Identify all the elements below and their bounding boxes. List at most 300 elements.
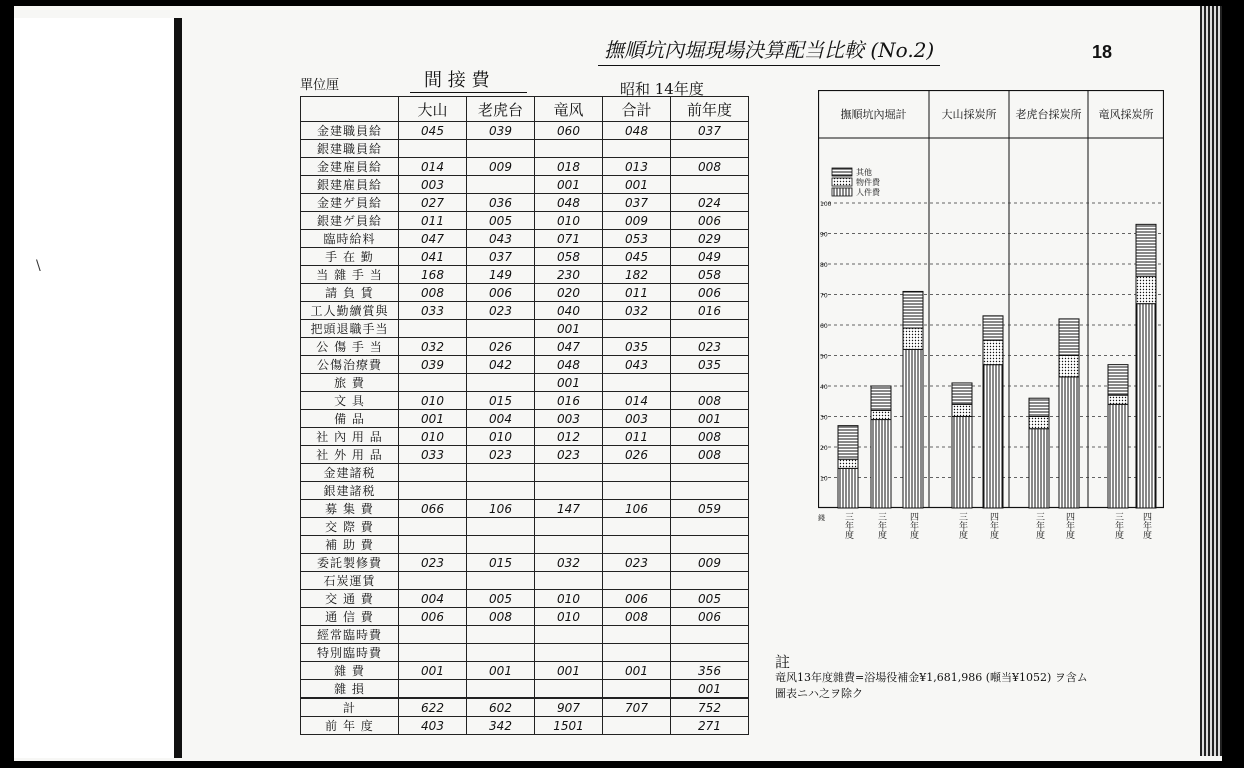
table-row [301, 230, 749, 248]
x-tick-label: 四年度 [1141, 512, 1151, 539]
row-label: 特別臨時費 [301, 644, 399, 662]
table-cell: 026 [467, 338, 535, 356]
table-cell: 008 [399, 284, 467, 302]
row-label: 臨時給料 [301, 230, 399, 248]
year-label: 昭和 14年度 [620, 80, 704, 98]
table-cell: 006 [399, 608, 467, 626]
table-cell: 271 [671, 717, 749, 735]
table-cell [603, 644, 671, 662]
table-cell: 008 [467, 608, 535, 626]
table-cell: 027 [399, 194, 467, 212]
table-cell: 020 [535, 284, 603, 302]
table-cell: 001 [535, 176, 603, 194]
table-cell [603, 482, 671, 500]
row-label: 計 [301, 698, 399, 717]
table-cell: 001 [399, 410, 467, 428]
bar-segment [952, 404, 972, 416]
book-spine [174, 18, 182, 758]
table-cell: 011 [399, 212, 467, 230]
table-cell: 037 [671, 122, 749, 140]
table-cell: 342 [467, 717, 535, 735]
row-label: 請 負 賃 [301, 284, 399, 302]
legend-label: 物件費 [856, 178, 880, 187]
table-cell: 003 [399, 176, 467, 194]
table-cell [535, 680, 603, 699]
table-cell: 752 [671, 698, 749, 717]
table-cell [399, 536, 467, 554]
table-cell [399, 572, 467, 590]
bar-segment [903, 349, 923, 508]
row-label: 金建ゲ員給 [301, 194, 399, 212]
bar-segment [1108, 404, 1128, 508]
row-label: 公 傷 手 当 [301, 338, 399, 356]
row-label: 旅 費 [301, 374, 399, 392]
table-row [301, 446, 749, 464]
table-cell: 053 [603, 230, 671, 248]
table-row [301, 626, 749, 644]
bar-segment [903, 328, 923, 349]
table-cell: 018 [535, 158, 603, 176]
page-title: 撫順坑內堀現場決算配当比較 (No.2) [598, 34, 940, 66]
table-cell: 356 [671, 662, 749, 680]
legend-swatch [832, 188, 852, 196]
table-cell: 011 [603, 428, 671, 446]
table-cell [535, 644, 603, 662]
footnote [775, 654, 1088, 702]
category-label: 間 接 費 [410, 66, 527, 93]
bar-segment [983, 365, 1003, 508]
row-label: 銀建職員給 [301, 140, 399, 158]
table-cell: 001 [603, 176, 671, 194]
table-cell: 014 [603, 392, 671, 410]
table-cell [467, 626, 535, 644]
x-tick-label: 三年度 [1113, 512, 1123, 539]
table-cell: 602 [467, 698, 535, 717]
table-cell [399, 320, 467, 338]
row-label: 補 助 費 [301, 536, 399, 554]
table-cell [603, 518, 671, 536]
footnote-line: 竜风13年度雜費=浴場役補金¥1,681,986 (噸当¥1052) ヲ含ム [775, 671, 1088, 684]
y-tick-label: 10 [820, 475, 828, 483]
table-row [301, 284, 749, 302]
table-cell: 023 [399, 554, 467, 572]
bar-segment [1136, 304, 1156, 508]
y-tick-label: 80 [820, 262, 828, 269]
table-cell: 011 [603, 284, 671, 302]
row-label: 石炭運賃 [301, 572, 399, 590]
table-row [301, 410, 749, 428]
table-row [301, 482, 749, 500]
row-label: 金建諸税 [301, 464, 399, 482]
table-cell [603, 717, 671, 735]
bar-segment [1029, 398, 1049, 416]
y-tick-label: 70 [820, 292, 828, 300]
table-cell [399, 464, 467, 482]
table-row [301, 194, 749, 212]
table-cell: 907 [535, 698, 603, 717]
table-row [301, 717, 749, 735]
table-cell [603, 374, 671, 392]
row-label: 文 具 [301, 392, 399, 410]
table-cell [399, 374, 467, 392]
table-cell: 006 [671, 212, 749, 230]
table-cell [535, 482, 603, 500]
table-cell [671, 626, 749, 644]
table-cell [603, 680, 671, 699]
table-cell: 009 [603, 212, 671, 230]
table-cell: 001 [671, 410, 749, 428]
table-row [301, 338, 749, 356]
group-header: 老虎台採炭所 [1015, 108, 1082, 121]
table-cell: 035 [671, 356, 749, 374]
table-row [301, 122, 749, 140]
table-cell [399, 680, 467, 699]
bar-segment [983, 316, 1003, 340]
table-cell: 026 [603, 446, 671, 464]
table-cell: 009 [467, 158, 535, 176]
table-cell: 403 [399, 717, 467, 735]
table-row [301, 572, 749, 590]
row-label: 当 雜 手 当 [301, 266, 399, 284]
bar-segment [871, 386, 891, 410]
table-cell: 182 [603, 266, 671, 284]
table-cell: 1501 [535, 717, 603, 735]
table-cell [535, 572, 603, 590]
table-cell: 023 [467, 302, 535, 320]
column-header: 大山 [399, 97, 467, 122]
table-cell: 023 [603, 554, 671, 572]
table-cell: 040 [535, 302, 603, 320]
table-cell: 041 [399, 248, 467, 266]
table-cell [603, 464, 671, 482]
row-label: 公傷治療費 [301, 356, 399, 374]
table-cell: 032 [603, 302, 671, 320]
table-row [301, 428, 749, 446]
table-cell: 043 [603, 356, 671, 374]
table-cell [603, 536, 671, 554]
table-cell: 015 [467, 392, 535, 410]
table-row [301, 176, 749, 194]
table-cell [671, 464, 749, 482]
table-cell: 035 [603, 338, 671, 356]
table-cell: 001 [467, 662, 535, 680]
table-row [301, 356, 749, 374]
table-row [301, 536, 749, 554]
table-cell [603, 320, 671, 338]
table-cell: 001 [603, 662, 671, 680]
bar-segment [1059, 356, 1079, 377]
table-row [301, 320, 749, 338]
column-header: 竜风 [535, 97, 603, 122]
table-row [301, 464, 749, 482]
row-label: 前 年 度 [301, 717, 399, 735]
table-cell [399, 626, 467, 644]
unit-label: 單位厘 [300, 78, 340, 93]
row-label: 交 通 費 [301, 590, 399, 608]
table-cell: 071 [535, 230, 603, 248]
table-cell: 060 [535, 122, 603, 140]
table-row [301, 302, 749, 320]
bar-segment [1136, 276, 1156, 303]
table-cell [535, 140, 603, 158]
bar-segment [1029, 429, 1049, 508]
table-cell: 014 [399, 158, 467, 176]
row-label: 把頭退職手当 [301, 320, 399, 338]
table-cell: 032 [399, 338, 467, 356]
table-cell [535, 626, 603, 644]
bar-segment [1059, 377, 1079, 508]
table-cell [671, 176, 749, 194]
table-cell [467, 680, 535, 699]
group-header: 竜风採炭所 [1098, 108, 1154, 121]
bar-segment [952, 417, 972, 509]
table-cell: 036 [467, 194, 535, 212]
table-cell: 003 [535, 410, 603, 428]
table-cell: 707 [603, 698, 671, 717]
table-cell [399, 518, 467, 536]
x-tick-label: 四年度 [1064, 512, 1074, 539]
table-cell [603, 626, 671, 644]
table-cell: 012 [535, 428, 603, 446]
table-cell: 005 [467, 590, 535, 608]
bar-segment [871, 420, 891, 508]
row-label: 募 集 費 [301, 500, 399, 518]
table-cell: 016 [535, 392, 603, 410]
y-tick-label: 20 [820, 445, 828, 452]
table-cell [671, 320, 749, 338]
table-cell: 039 [467, 122, 535, 140]
table-cell: 003 [603, 410, 671, 428]
table-cell: 001 [671, 680, 749, 699]
table-row [301, 374, 749, 392]
table-cell: 023 [671, 338, 749, 356]
table-cell: 106 [603, 500, 671, 518]
table-cell [671, 374, 749, 392]
table-cell: 008 [603, 608, 671, 626]
row-label: 手 在 勤 [301, 248, 399, 266]
table-cell [671, 518, 749, 536]
table-cell [399, 140, 467, 158]
table-cell: 043 [467, 230, 535, 248]
table-cell: 006 [671, 608, 749, 626]
table-cell: 042 [467, 356, 535, 374]
table-row [301, 662, 749, 680]
cost-table [300, 96, 749, 735]
table-cell: 058 [535, 248, 603, 266]
bar-segment [1108, 395, 1128, 404]
table-cell: 024 [671, 194, 749, 212]
bar-segment [903, 291, 923, 328]
table-row [301, 392, 749, 410]
y-tick-label: 40 [820, 384, 828, 391]
bar-segment [838, 459, 858, 468]
table-cell: 047 [535, 338, 603, 356]
group-header: 撫順坑內堀計 [840, 108, 907, 121]
x-tick-label: 三年度 [957, 512, 967, 539]
x-tick-label: 三年度 [843, 512, 853, 539]
y-unit-label: 錢 [818, 514, 825, 522]
table-cell: 004 [399, 590, 467, 608]
table-cell: 037 [467, 248, 535, 266]
table-cell [671, 644, 749, 662]
table-cell: 010 [535, 590, 603, 608]
table-cell: 004 [467, 410, 535, 428]
x-tick-label: 四年度 [988, 512, 998, 539]
y-tick-label: 60 [820, 323, 828, 330]
table-cell: 008 [671, 392, 749, 410]
y-tick-label: 30 [820, 414, 828, 422]
x-tick-label: 四年度 [908, 512, 918, 539]
row-label: 通 信 費 [301, 608, 399, 626]
table-cell [603, 140, 671, 158]
table-cell: 168 [399, 266, 467, 284]
bar-segment [838, 468, 858, 508]
footnote-line: 圖表ニハ之ヲ除ク [775, 687, 863, 700]
bar-segment [983, 340, 1003, 364]
y-tick-label: 90 [820, 231, 828, 239]
stacked-bar-chart [818, 90, 1164, 550]
y-tick-label: 50 [820, 353, 828, 361]
group-header: 大山採炭所 [941, 108, 997, 121]
table-cell: 029 [671, 230, 749, 248]
table-cell: 008 [671, 158, 749, 176]
column-header: 前年度 [671, 97, 749, 122]
table-cell: 005 [671, 590, 749, 608]
table-header-row [301, 97, 749, 122]
table-cell: 010 [399, 392, 467, 410]
table-cell [671, 140, 749, 158]
table-row [301, 500, 749, 518]
row-label: 銀建雇員給 [301, 176, 399, 194]
table-cell [467, 482, 535, 500]
table-cell: 149 [467, 266, 535, 284]
table-cell: 009 [671, 554, 749, 572]
table-cell: 106 [467, 500, 535, 518]
table-cell: 008 [671, 446, 749, 464]
table-cell: 005 [467, 212, 535, 230]
legend-swatch [832, 168, 852, 176]
table-cell: 047 [399, 230, 467, 248]
row-label: 交 際 費 [301, 518, 399, 536]
table-cell [399, 644, 467, 662]
column-header: 老虎台 [467, 97, 535, 122]
table-cell: 006 [467, 284, 535, 302]
y-tick-label: 100 [820, 201, 832, 208]
table-cell: 147 [535, 500, 603, 518]
table-cell [535, 536, 603, 554]
bar-segment [1029, 417, 1049, 429]
row-label: 銀建ゲ員給 [301, 212, 399, 230]
table-cell: 001 [535, 320, 603, 338]
table-cell: 037 [603, 194, 671, 212]
table-cell: 008 [671, 428, 749, 446]
table-cell [467, 320, 535, 338]
table-cell: 013 [603, 158, 671, 176]
bar-segment [1136, 224, 1156, 276]
bar-segment [1108, 365, 1128, 396]
table-cell: 045 [603, 248, 671, 266]
stray-mark: \ [36, 258, 41, 274]
table-cell [603, 572, 671, 590]
table-cell: 010 [399, 428, 467, 446]
table-cell: 006 [603, 590, 671, 608]
table-cell [535, 518, 603, 536]
bar-segment [871, 410, 891, 419]
x-tick-label: 三年度 [1034, 512, 1044, 539]
table-cell: 066 [399, 500, 467, 518]
table-row [301, 554, 749, 572]
table-cell [467, 374, 535, 392]
left-page-blank [14, 18, 175, 758]
row-label: 經常臨時費 [301, 626, 399, 644]
x-tick-label: 三年度 [876, 512, 886, 539]
table-row [301, 212, 749, 230]
row-label: 金建雇員給 [301, 158, 399, 176]
table-cell: 023 [467, 446, 535, 464]
row-label: 雜 損 [301, 680, 399, 699]
table-cell [467, 518, 535, 536]
table-row [301, 158, 749, 176]
table-cell [671, 482, 749, 500]
table-row [301, 608, 749, 626]
bar-segment [952, 383, 972, 404]
table-cell: 033 [399, 446, 467, 464]
row-label: 備 品 [301, 410, 399, 428]
table-cell: 006 [671, 284, 749, 302]
row-label: 社 外 用 品 [301, 446, 399, 464]
legend-label: 其他 [856, 168, 872, 177]
table-cell: 048 [535, 194, 603, 212]
table-row [301, 140, 749, 158]
table-row [301, 698, 749, 717]
row-label: 金建職員給 [301, 122, 399, 140]
table-cell: 010 [467, 428, 535, 446]
legend-swatch [832, 178, 852, 186]
table-row [301, 266, 749, 284]
table-cell [671, 536, 749, 554]
table-cell [535, 464, 603, 482]
bar-segment [1059, 319, 1079, 356]
table-cell: 059 [671, 500, 749, 518]
table-cell [467, 644, 535, 662]
table-cell: 045 [399, 122, 467, 140]
legend-label: 人件費 [856, 188, 880, 197]
table-cell: 001 [535, 662, 603, 680]
table-cell [467, 536, 535, 554]
table-cell [467, 572, 535, 590]
row-label: 工人勤續賞與 [301, 302, 399, 320]
table-row [301, 590, 749, 608]
table-cell: 010 [535, 608, 603, 626]
table-row [301, 248, 749, 266]
table-cell: 015 [467, 554, 535, 572]
row-label: 委託製修費 [301, 554, 399, 572]
table-cell: 033 [399, 302, 467, 320]
row-label: 社 內 用 品 [301, 428, 399, 446]
table-cell [399, 482, 467, 500]
table-cell: 032 [535, 554, 603, 572]
table-cell: 049 [671, 248, 749, 266]
table-row [301, 680, 749, 699]
table-cell: 058 [671, 266, 749, 284]
table-cell [467, 140, 535, 158]
table-cell: 010 [535, 212, 603, 230]
table-cell: 001 [399, 662, 467, 680]
table-cell: 023 [535, 446, 603, 464]
table-row [301, 644, 749, 662]
page-number: 18 [1092, 42, 1113, 62]
footnote-heading: 註 [775, 653, 791, 671]
